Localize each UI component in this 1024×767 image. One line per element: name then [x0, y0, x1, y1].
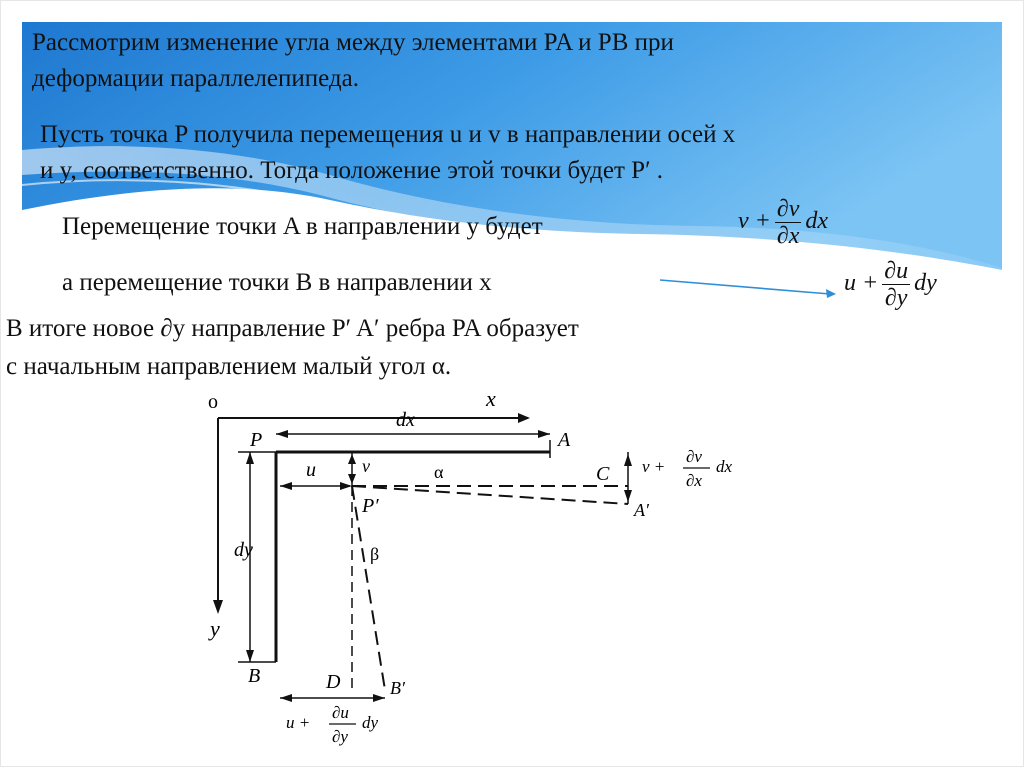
- right-formula-tail: dx: [716, 457, 733, 476]
- x-axis-arrow: [518, 413, 530, 423]
- paragraph-5-line-1: В итоге новое ∂y направление P′ A′ ребра PA образует: [6, 315, 579, 342]
- right-formula-denominator: ∂x: [686, 471, 702, 490]
- paragraph-3: Перемещение точки A в направлении y будет: [62, 213, 543, 240]
- formula-u-lead: u +: [844, 270, 879, 297]
- edge-pa-deformed: [352, 486, 628, 504]
- dx-label: dx: [396, 409, 415, 431]
- formula-v-tail: dx: [805, 208, 829, 235]
- bottom-arrow-left: [280, 694, 292, 702]
- dy-label: dy: [234, 539, 253, 561]
- formula-v-displacement: [738, 196, 828, 249]
- x-axis-label: x: [486, 386, 496, 411]
- paragraph-1-line-2: деформации параллелепипеда.: [32, 65, 359, 92]
- formula-v-fraction: [775, 196, 802, 249]
- connector-arrow: [658, 276, 838, 300]
- formula-u-fraction: [882, 258, 910, 311]
- v-label: v: [362, 456, 370, 476]
- formula-v-lead: v +: [738, 208, 771, 235]
- formula-u-numerator: ∂u: [884, 258, 909, 284]
- bottom-formula-numerator: ∂u: [332, 703, 349, 722]
- y-axis-label: y: [210, 616, 220, 641]
- bottom-formula-tail: dy: [362, 713, 379, 732]
- label-b: B: [248, 665, 261, 687]
- v-arrow-bottom: [348, 474, 356, 484]
- y-axis-arrow: [213, 600, 223, 614]
- right-arrow-top: [624, 454, 632, 466]
- label-a-prime: A′: [634, 500, 649, 520]
- bottom-arrow-right: [373, 694, 385, 702]
- label-p-prime: P′: [362, 495, 379, 517]
- v-arrow-top: [348, 454, 356, 464]
- beta-label: β: [370, 544, 380, 564]
- dy-arrow-bottom: [246, 650, 254, 662]
- label-p: P: [250, 429, 263, 451]
- formula-u-tail: dy: [914, 270, 937, 297]
- deformation-diagram: [190, 380, 770, 760]
- bottom-formula-denominator: ∂y: [332, 727, 348, 746]
- label-d: D: [326, 671, 341, 693]
- dx-arrow-left: [276, 430, 288, 438]
- u-arrow-right: [340, 482, 352, 490]
- origin-label: o: [208, 391, 218, 413]
- formula-u-denominator: ∂y: [884, 285, 908, 311]
- paragraph-2-line-1: Пусть точка P получила перемещения u и v в направлении осей x: [40, 121, 736, 148]
- formula-u-displacement: [844, 258, 937, 311]
- paragraph-2-line-2: и y, соответственно. Тогда положение этой точки будет P′ .: [40, 157, 664, 184]
- right-formula-numerator: ∂v: [686, 447, 702, 466]
- bottom-formula-lead: u +: [286, 713, 311, 732]
- formula-v-denominator: ∂x: [776, 223, 800, 249]
- u-arrow-left: [280, 482, 292, 490]
- dy-arrow-top: [246, 452, 254, 464]
- right-arrow-bottom: [624, 490, 632, 502]
- right-formula-lead: v +: [642, 457, 666, 476]
- alpha-label: α: [434, 462, 444, 482]
- paragraph-5-line-2: с начальным направлением малый угол α.: [6, 353, 452, 380]
- label-b-prime: B′: [390, 678, 405, 698]
- label-a: A: [558, 429, 571, 451]
- dx-arrow-right: [538, 430, 550, 438]
- paragraph-4: а перемещение точки B в направлении x: [62, 269, 492, 296]
- u-label: u: [306, 459, 316, 481]
- formula-v-numerator: ∂v: [776, 196, 800, 222]
- paragraph-1-line-1: Рассмотрим изменение угла между элементами PA и PB при: [32, 29, 674, 56]
- label-c: C: [596, 463, 610, 485]
